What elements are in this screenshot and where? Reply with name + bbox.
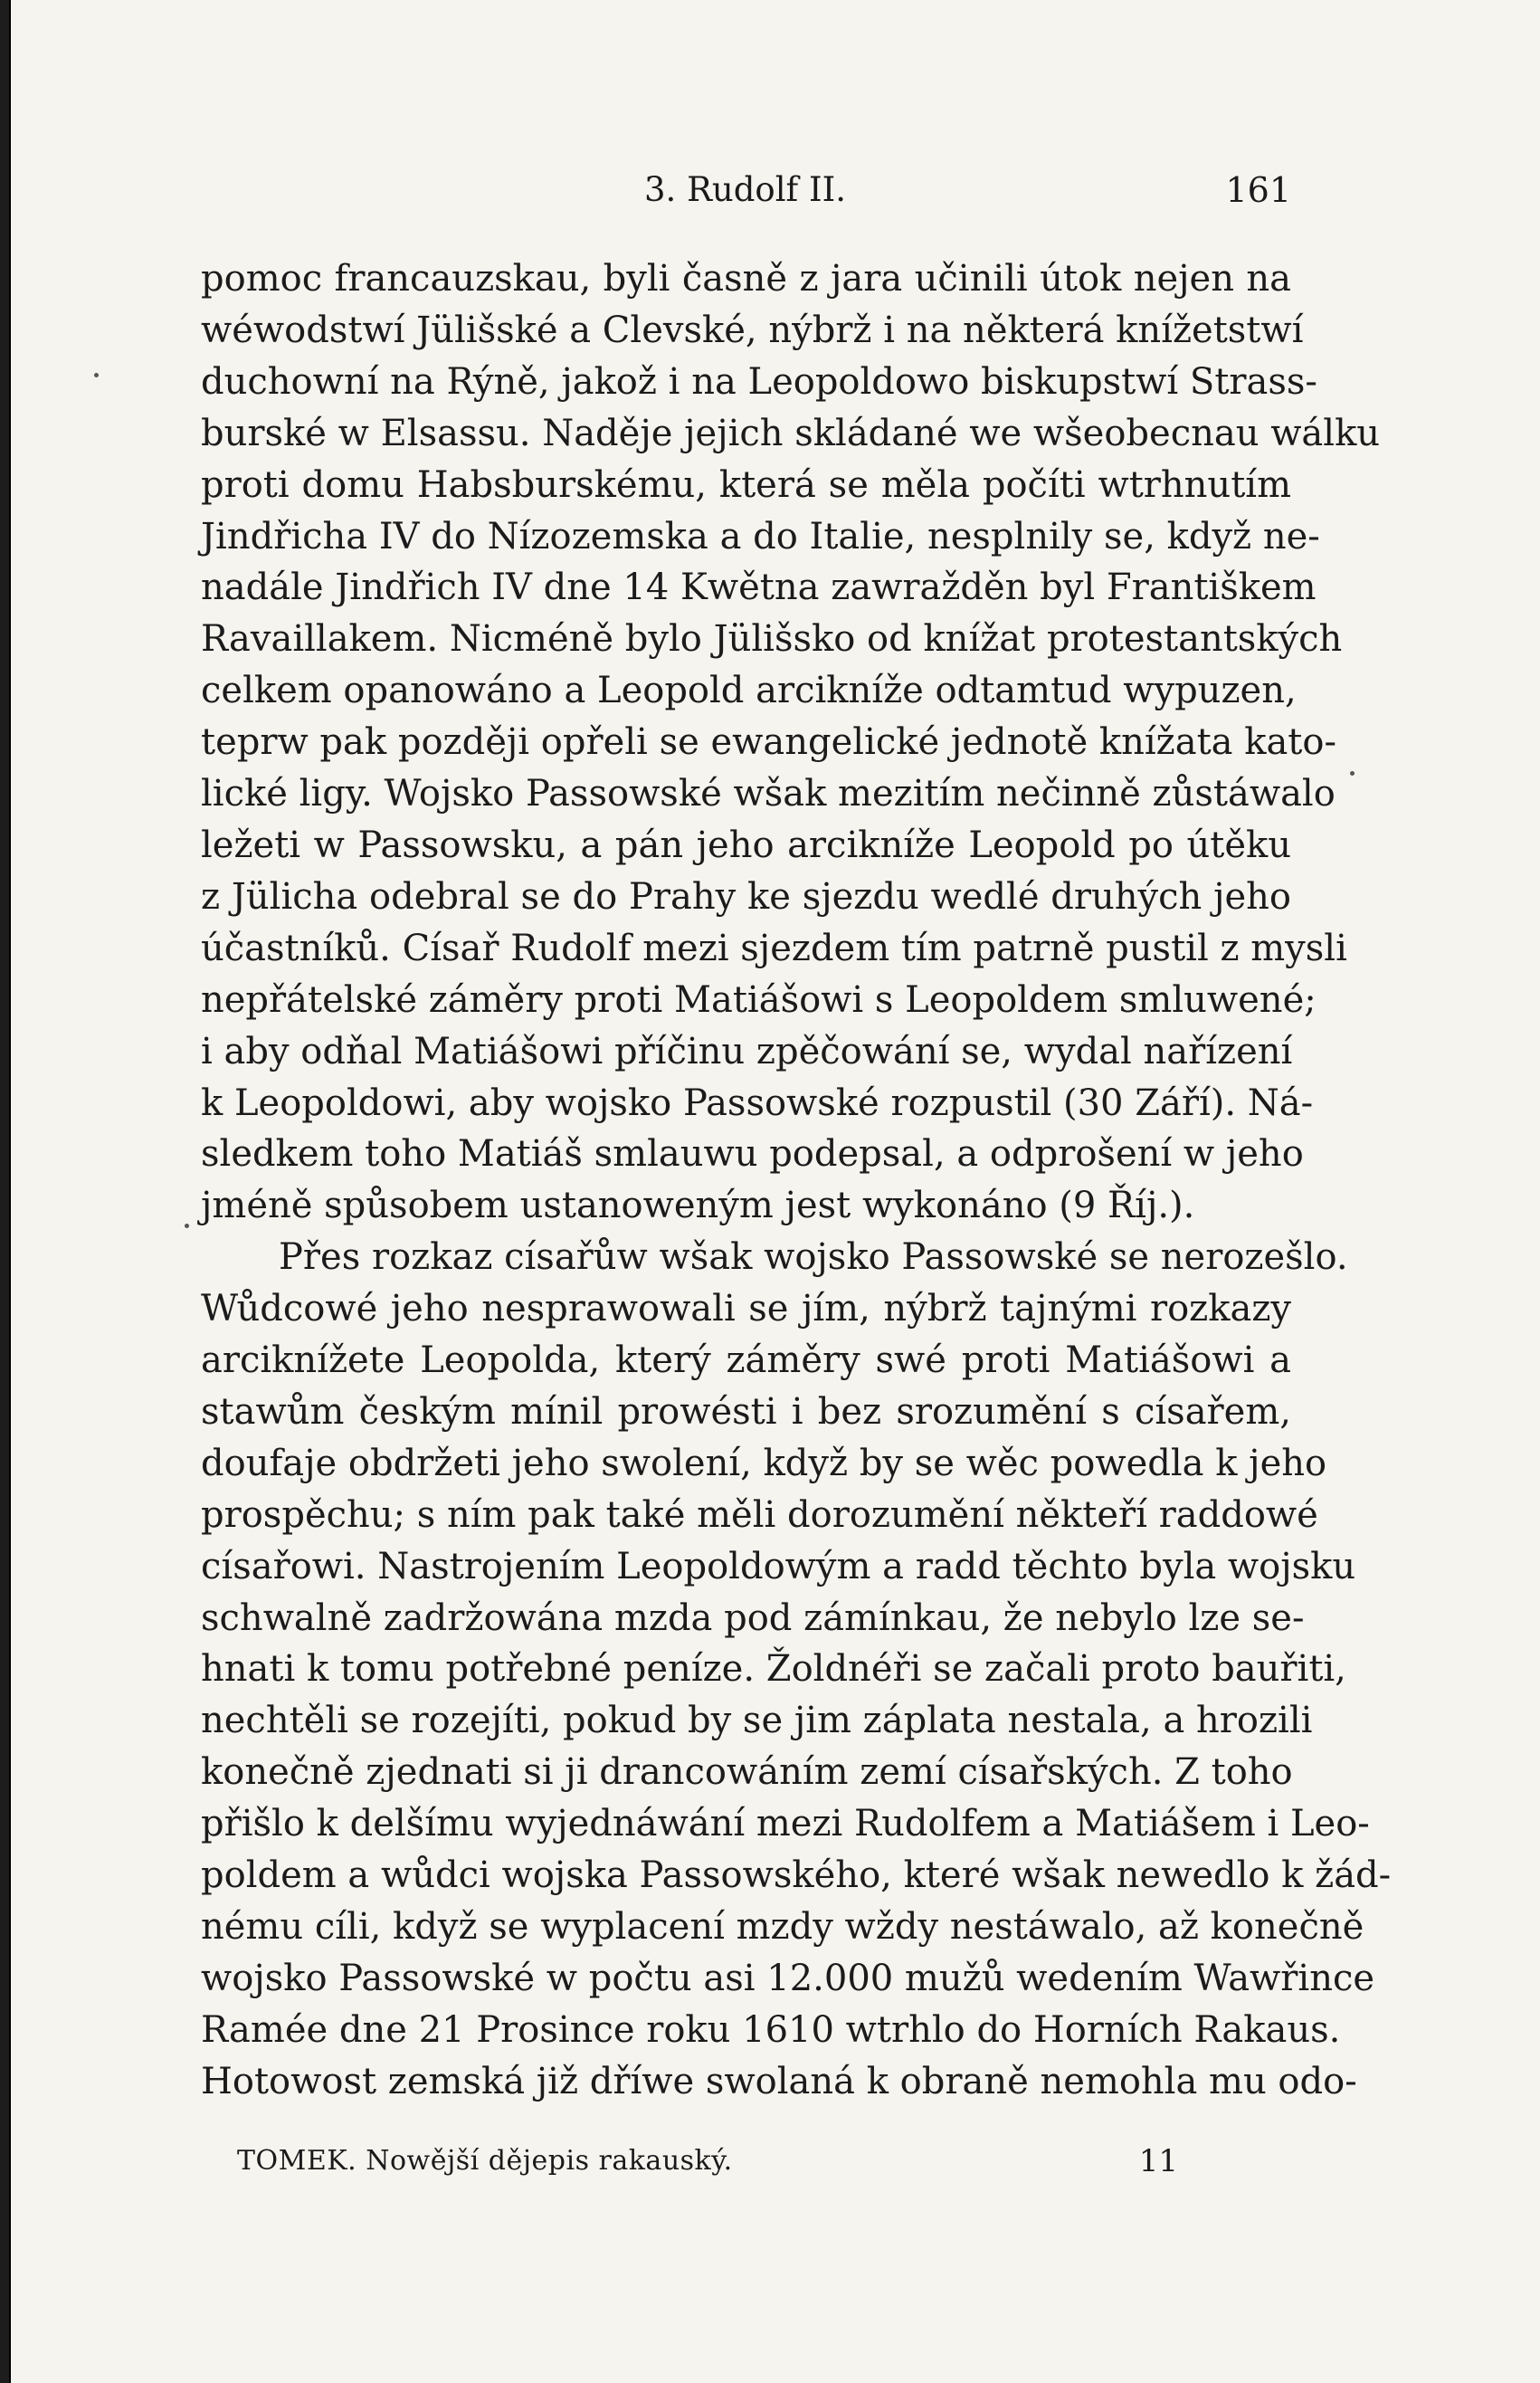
text-line: duchowní na Rýně, jakož i na Leopoldowo biskupstwí Strass-	[201, 360, 1317, 403]
text-line: jméně spůsobem ustanoweným jest wykonáno (9 Říj.).	[201, 1185, 1195, 1227]
text-line: wéwodstwí Jülišské a Clevské, nýbrž i na některá knížetstwí	[201, 309, 1304, 351]
text-line: teprw pak později opřeli se ewangelické jednotě knížata kato-	[201, 721, 1336, 764]
text-line: burské w Elsassu. Naděje jejich skládané we wšeobecnau wálku	[201, 412, 1381, 454]
text-line: pomoc francauzskau, byli časně z jara učinili útok nejen na	[201, 258, 1291, 300]
signature-line: TOMEK. Nowější dějepis rakauský.	[237, 2145, 733, 2177]
text-line: přišlo k delšímu wyjednáwání mezi Rudolfem a Matiášem i Leo-	[201, 1803, 1370, 1845]
text-line: nechtěli se rozejíti, pokud by se jim záplata nestala, a hrozili	[201, 1700, 1313, 1742]
running-title: 3. Rudolf II.	[644, 170, 846, 209]
text-line: ležeti w Passowsku, a pán jeho arcikníže Leopold po útěku	[201, 824, 1291, 866]
text-line: císařowi. Nastrojením Leopoldowým a radd těchto byla wojsku	[201, 1545, 1356, 1587]
text-line: poldem a wůdci wojska Passowského, které wšak newedlo k žád-	[201, 1854, 1392, 1897]
text-line: nepřátelské záměry proti Matiášowi s Leopoldem smluwené;	[201, 978, 1317, 1021]
text-line: účastníků. Císař Rudolf mezi sjezdem tím patrně pustil z mysli	[201, 927, 1347, 969]
sheet-number: 11	[1138, 2143, 1178, 2179]
text-line: lické ligy. Wojsko Passowské wšak mezitím nečinně zůstáwalo	[201, 773, 1336, 815]
text-line: Ramée dne 21 Prosince roku 1610 wtrhlo do Horních Rakaus.	[201, 2008, 1341, 2051]
text-line: Hotowost zemská již dříwe swolaná k obraně nemohla mu odo-	[201, 2060, 1357, 2102]
text-line: sledkem toho Matiáš smlauwu podepsal, a odprošení w jeho	[201, 1133, 1304, 1176]
text-line: hnati k tomu potřebné peníze. Žoldnéři se začali proto bauřiti,	[201, 1648, 1346, 1691]
page-footer	[237, 2143, 1178, 2183]
text-line: stawům českým mínil prowésti i bez srozumění s císařem,	[201, 1390, 1291, 1433]
text-line: k Leopoldowi, aby wojsko Passowské rozpustil (30 Září). Ná-	[201, 1082, 1314, 1124]
text-line: celkem opanowáno a Leopold arcikníže odtamtud wypuzen,	[201, 670, 1297, 712]
text-line: nému cíli, když se wyplacení mzdy wždy nestáwalo, až konečně	[201, 1906, 1364, 1948]
text-line: proti domu Habsburskému, která se měla počíti wtrhnutím	[201, 463, 1291, 506]
running-header	[201, 170, 1291, 215]
text-line: Jindřicha IV do Nízozemska a do Italie, nesplnily se, když ne-	[201, 515, 1320, 558]
page-number: 161	[1225, 170, 1291, 210]
text-line: z Jülicha odebral se do Prahy ke sjezdu wedlé druhých jeho	[201, 875, 1291, 918]
text-line: i aby odňal Matiášowi příčinu zpěčowání se, wydal nařízení	[201, 1030, 1293, 1072]
text-line: schwalně zadržowána mzda pod zámínkau, že nebylo lze se-	[201, 1597, 1305, 1639]
text-line: wojsko Passowské w počtu asi 12.000 mužů wedením Wawřince	[201, 1957, 1375, 1999]
body-text	[201, 253, 1392, 2108]
text-line: Wůdcowé jeho nesprawowali se jím, nýbrž tajnými rozkazy	[201, 1288, 1291, 1330]
text-line: prospěchu; s ním pak také měli dorozumění někteří raddowé	[201, 1493, 1318, 1536]
text-line: Ravaillakem. Nicméně bylo Jülišsko od knížat protestantských	[201, 618, 1343, 661]
dust-speck	[185, 1224, 189, 1228]
text-line: konečně zjednati si ji drancowáním zemí císařských. Z toho	[201, 1751, 1293, 1794]
dust-speck	[94, 373, 99, 377]
text-line: doufaje obdržeti jeho swolení, když by se wěc powedla k jeho	[201, 1442, 1327, 1484]
paragraph	[201, 253, 1381, 1232]
text-line: nadále Jindřich IV dne 14 Kwětna zawražděn byl Františkem	[201, 567, 1317, 609]
paragraph	[201, 1232, 1392, 2107]
text-line: Přes rozkaz císařůw wšak wojsko Passowské se nerozešlo.	[279, 1236, 1348, 1279]
text-line: arciknížete Leopolda, který záměry swé proti Matiášowi a	[201, 1339, 1291, 1382]
dust-speck	[1350, 771, 1355, 776]
